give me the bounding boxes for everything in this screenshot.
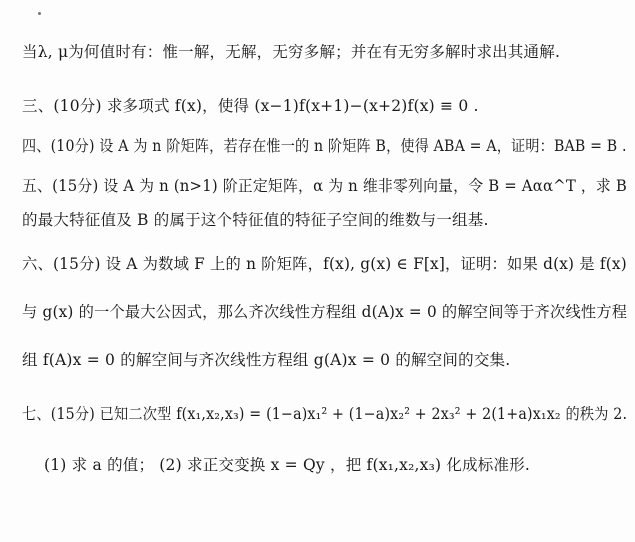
scan-speck xyxy=(38,12,41,15)
problem-5-line-2: 的最大特征值及 B 的属于这个特征值的特征子空间的维数与一组基. xyxy=(22,211,489,229)
problem-2-tail-line: 当λ, μ为何值时有：惟一解，无解，无穷多解；并在有无穷多解时求出其通解. xyxy=(22,43,561,61)
problem-7-line-1: 七、(15分) 已知二次型 f(x₁,x₂,x₃) = (1−a)x₁² + (1−a)x₂² + 2x₃² + 2(1+a)x₁x₂ 的秩为 2. xyxy=(22,405,628,423)
problem-6-line-1: 六、(15分) 设 A 为数域 F 上的 n 阶矩阵，f(x), g(x) ∈ F[x]，证明：如果 d(x) 是 f(x) xyxy=(22,255,627,273)
problem-6-line-3: 组 f(A)x = 0 的解空间与齐次线性方程组 g(A)x = 0 的解空间的交集. xyxy=(22,351,511,369)
problem-7-subparts: (1) 求 a 的值； (2) 求正交变换 x = Qy ，把 f(x₁,x₂,x₃) 化成标准形. xyxy=(44,456,531,474)
problem-4-line: 四、(10分) 设 A 为 n 阶矩阵，若存在惟一的 n 阶矩阵 B，使得 ABA = A，证明：BAB = B . xyxy=(22,137,627,155)
problem-5-line-1: 五、(15分) 设 A 为 n (n>1) 阶正定矩阵，α 为 n 维非零列向量，令 B = Aαα^T ，求 B xyxy=(22,177,627,195)
problem-3-line: 三、(10分) 求多项式 f(x)，使得 (x−1)f(x+1)−(x+2)f(x) ≡ 0 . xyxy=(22,97,479,115)
problem-6-line-2: 与 g(x) 的一个最大公因式，那么齐次线性方程组 d(A)x = 0 的解空间等于齐次线性方程 xyxy=(22,303,628,321)
